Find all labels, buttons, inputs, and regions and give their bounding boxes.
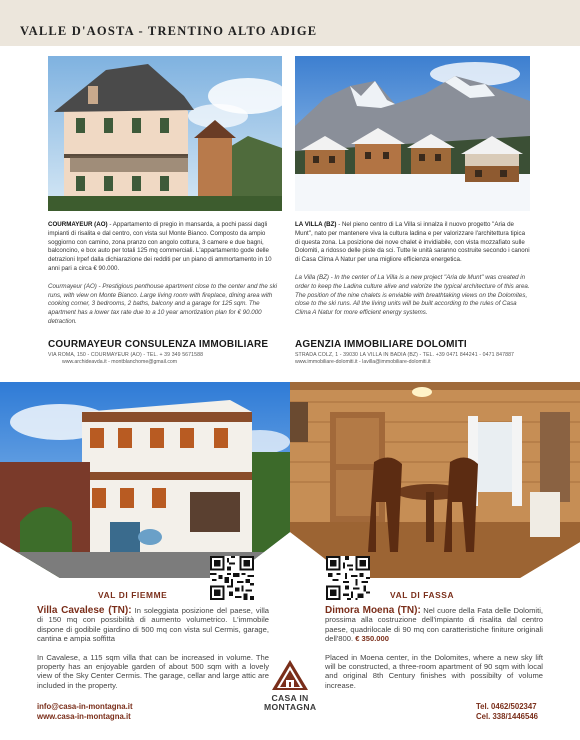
area-label-val-di-fassa: VAL DI FASSA: [390, 590, 455, 600]
logo-line-2: MONTAGNA: [264, 702, 317, 712]
dimora-moena-price: € 350.000: [355, 634, 389, 644]
courmayeur-description: [48, 221, 284, 327]
photo-dimora-moena: [290, 382, 580, 578]
la-villa-text-it: - Nel pieno centro di La Villa si innalza il nuovo progetto "Aria de Munt", nato per mantenere viva la cultura ladina e per valorizzare l'architettura tipica di questa zona. La posizione dei nove chalet è invidiabile, con vista mozzafiato sulle Dolomiti, a ridosso delle piste da sci. Tutte le unità saranno costruite secondo i canoni di Casa Clima A Natur per una migliore efficienza energetica.: [295, 221, 530, 264]
logo-line-1: CASA IN: [271, 693, 309, 703]
dimora-moena-description: [325, 606, 543, 690]
villa-cavalese-description: [37, 606, 269, 690]
agency-dolomiti: AGENZIA IMMOBILIARE DOLOMITI: [295, 339, 467, 350]
agency-dolomiti-web[interactable]: www.immobiliare-dolomiti.it - lavilla@immobiliare-dolomiti.it: [295, 359, 431, 365]
photo-la-villa: [295, 56, 530, 211]
villa-cavalese-title: Villa Cavalese (TN):: [37, 605, 132, 616]
agency-courmayeur: COURMAYEUR CONSULENZA IMMOBILIARE: [48, 339, 269, 350]
contact-email[interactable]: info@casa-in-montagna.it: [37, 702, 133, 711]
la-villa-text-en: La Villa (BZ) - In the center of La Villa is a new project "Aria de Munt" was created in order to keep the Ladina culture alive and valorize the typical architecture of this area. The position of the nine chalets is enviable with breathtaking views on the Dolomites, close to the ski runs. All the living units will be built according to the rules of Casa Clima A Natur for more efficient energy systems.: [295, 273, 530, 317]
courmayeur-lead: COURMAYEUR (AO): [48, 221, 108, 228]
photo-villa-cavalese: [0, 382, 290, 578]
dimora-moena-text-en: Placed in Moena center, in the Dolomites, where a new sky lift will be constructed, a three-room apartment of 90 sqm with local and original 8th Century finishes with possibilty of volume increase.: [325, 652, 543, 690]
page-title: VALLE D'AOSTA - TRENTINO ALTO ADIGE: [20, 24, 318, 38]
courmayeur-text-en: Courmayeur (AO) - Prestigious penthouse apartment close to the center and the ski runs, with view on Monte Bianco. Large living room with fireplace, dining area with cooking corner, 3 bedrooms, 2 baths, balcony and a garage for 125 sqm. The apartment has a lower tax rate due to a 10 year amortization plan for € 90.000 detraction.: [48, 282, 278, 325]
villa-cavalese-text-it: In soleggiata posizione del paese, villa di 150 mq con possibilità di aumento volumetrico. L'immobile dispone di godibile giardino di 500 mq con vista sul Cermis, garage, cantina e ampia soffitta: [37, 606, 269, 644]
page-header: [0, 0, 580, 46]
dimora-moena-text-it: Nel cuore della Fata delle Dolomiti, prossima alla costruzione dell'impianto di risalita dal centro paese, quadrilocale di 90 mq con caratteristiche finiture originali dell'800.: [325, 606, 543, 644]
la-villa-lead: LA VILLA (BZ): [295, 221, 337, 228]
dimora-moena-title: Dimora Moena (TN):: [325, 605, 421, 616]
villa-cavalese-text-en: In Cavalese, a 115 sqm villa that can be increased in volume. The property has an enjoyable garden of about 500 sqm with a lovely view of the Sky Center Cermis. The garage, cellar and large attic are included in the property.: [37, 652, 269, 690]
courmayeur-text-it: - Appartamento di pregio in mansarda, a pochi passi dagli impianti di risalita e dal centro, con vista sul Monte Bianco. Composto da ampio soggiorno con camino, zona pranzo con angolo cottura, 3 camere e due bagni, balconcino, e box auto per totali 125 mq commerciali. L'appartamento gode delle detrazioni Irpef dalla dichiarazione dei redditi per un piano di ammortamento in 10 anni pari a circa € 90.000.: [48, 221, 272, 272]
agency-courmayeur-address: VIA ROMA, 150 - COURMAYEUR (AO) - TEL. + 39 349 5671588: [48, 352, 204, 358]
agency-dolomiti-address: STRADA COLZ, 1 - 39030 LA VILLA IN BADIA (BZ) - TEL. +39 0471 844241 - 0471 847887: [295, 352, 515, 358]
photo-courmayeur: [48, 56, 282, 211]
agency-courmayeur-web[interactable]: www.archideavda.it - montblanchome@gmail.com: [62, 359, 178, 365]
contact-telephone[interactable]: Tel. 0462/502347: [476, 702, 537, 711]
la-villa-description: [295, 221, 531, 318]
casa-in-montagna-logo: [264, 658, 316, 734]
qr-code-val-di-fiemme[interactable]: [210, 556, 254, 600]
area-label-val-di-fiemme: VAL DI FIEMME: [98, 590, 168, 600]
mountain-house-icon: [270, 658, 310, 694]
qr-code-val-di-fassa[interactable]: [326, 556, 370, 600]
contact-website[interactable]: www.casa-in-montagna.it: [37, 712, 131, 721]
contact-mobile[interactable]: Cel. 338/1446546: [476, 712, 538, 721]
